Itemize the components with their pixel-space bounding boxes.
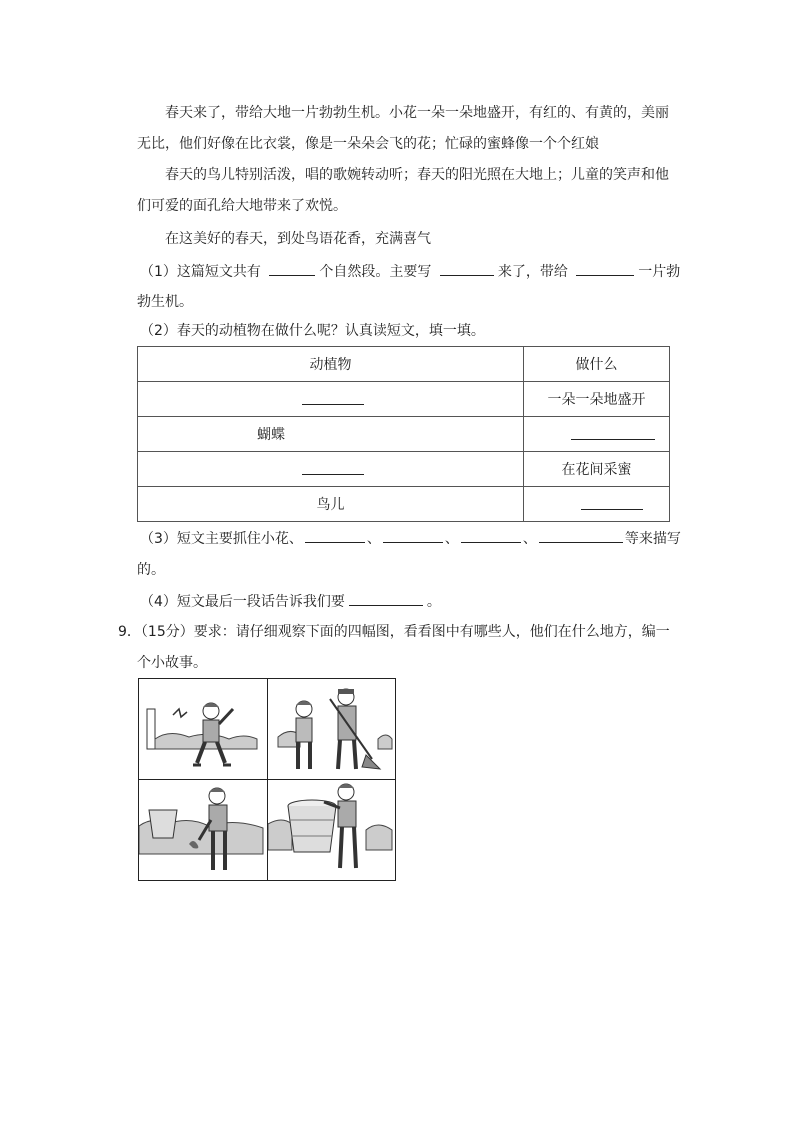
- table-cell[interactable]: [524, 417, 670, 452]
- q3-line2: 的。: [137, 562, 165, 578]
- passage-p1-line1: 春天来了，带给大地一片勃勃生机。小花一朵一朵地盛开，有红的、有黄的，美丽: [165, 105, 669, 121]
- q3-blank-2[interactable]: [383, 528, 443, 543]
- table-cell: 一朵一朵地盛开: [524, 382, 670, 417]
- q4-blank[interactable]: [349, 591, 423, 606]
- table-blank[interactable]: [581, 495, 643, 510]
- boy-picking-up-peel-image: [139, 780, 267, 880]
- q2-prompt: （2）春天的动植物在做什么呢？认真读短文，填一填。: [140, 323, 485, 339]
- table-cell[interactable]: [138, 452, 524, 487]
- q4-text-1: （4）短文最后一段话告诉我们要: [140, 594, 345, 610]
- q3-blank-3[interactable]: [461, 528, 521, 543]
- table-header-row: [138, 347, 670, 382]
- q3-sep: 、: [444, 531, 459, 547]
- question-4: [140, 591, 680, 612]
- table-cell: 鸟儿: [138, 487, 524, 522]
- q1-text-4: 一片勃: [638, 264, 681, 280]
- question-9: 9．（15分）要求：请仔细观察下面的四幅图，看看图中有哪些人，他们在什么地方，编一: [118, 624, 670, 640]
- q1-blank-3[interactable]: [576, 261, 634, 276]
- q3-text-1: （3）短文主要抓住小花、: [140, 531, 303, 547]
- q3-blank-4[interactable]: [539, 528, 623, 543]
- q3-sep: 、: [366, 531, 381, 547]
- boy-throwing-peel-image: [139, 679, 267, 779]
- q1-blank-2[interactable]: [440, 261, 494, 276]
- table-cell: 蝴蝶: [138, 417, 524, 452]
- q1-text-1: （1）这篇短文共有: [140, 264, 261, 280]
- table-row: [138, 382, 670, 417]
- passage-p1-line2: 无比，他们好像在比衣裳，像是一朵朵会飞的花；忙碌的蜜蜂像一个个红娘: [137, 136, 599, 152]
- q1-text-3: 来了，带给: [497, 264, 568, 280]
- table-header-cell: 做什么: [524, 347, 670, 382]
- table-blank[interactable]: [302, 460, 364, 475]
- question-3: [140, 528, 680, 549]
- fill-table: [137, 346, 670, 522]
- boy-at-trash-bin-image: [268, 780, 396, 880]
- q1-line2: 勃生机。: [137, 294, 193, 310]
- comic-strip: [138, 678, 396, 881]
- boy-and-sweeper-image: [268, 679, 396, 779]
- passage-p2-line2: 们可爱的面孔给大地带来了欢悦。: [137, 198, 347, 214]
- comic-panel-1: [139, 679, 267, 779]
- comic-panel-3: [139, 780, 267, 880]
- q3-text-end: 等来描写: [624, 531, 681, 547]
- table-row: [138, 452, 670, 487]
- table-row: [138, 417, 670, 452]
- passage-p2-line1: 春天的鸟儿特别活泼，唱的歌婉转动听；春天的阳光照在大地上；儿童的笑声和他: [165, 167, 669, 183]
- passage-p3: 在这美好的春天，到处鸟语花香，充满喜气: [165, 231, 431, 247]
- q1-blank-1[interactable]: [269, 261, 315, 276]
- table-cell: 在花间采蜜: [524, 452, 670, 487]
- table-blank[interactable]: [571, 425, 655, 440]
- q9-line2: 个小故事。: [137, 655, 207, 671]
- table-cell[interactable]: [138, 382, 524, 417]
- q3-blank-1[interactable]: [305, 528, 365, 543]
- q4-text-end: 。: [426, 594, 441, 610]
- table-blank[interactable]: [302, 390, 364, 405]
- table-row: [138, 487, 670, 522]
- q1-text-2: 个自然段。主要写: [319, 264, 432, 280]
- table-cell[interactable]: [524, 487, 670, 522]
- q3-sep: 、: [522, 531, 537, 547]
- comic-panel-4: [268, 780, 396, 880]
- comic-panel-2: [268, 679, 396, 779]
- question-1: [140, 261, 680, 282]
- table-header-cell: 动植物: [138, 347, 524, 382]
